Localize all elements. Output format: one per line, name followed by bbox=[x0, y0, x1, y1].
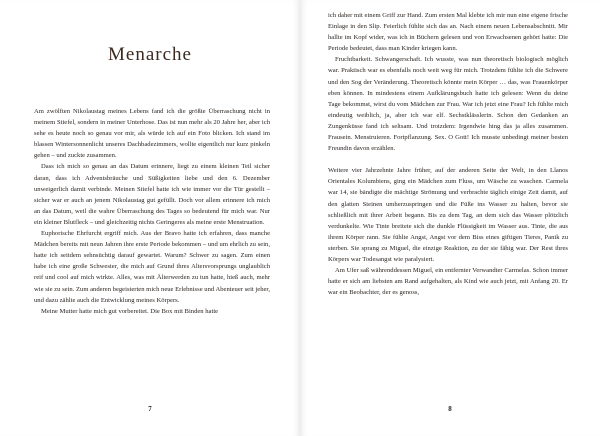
paragraph: ich daher mit einem Griff zur Hand. Zum ersten Mal klebte ich mir nun eine eigene frische Einlage in den Slip. Feierlich fühlte sich das an. Nach einem neuen Lebensabschnitt. Mir hallte im Kopf wider, was ich in Büchern gelesen und von Erwachsenen gehört hatte: Die Periode bedeutet, dass man Kinder kriegen kann. bbox=[328, 12, 568, 53]
paragraph: Dass ich mich so genau an das Datum erinnere, liegt zu einem kleinen Teil sicher daran, dass ich Adventsbräuche und Süßigkeiten liebe und den 6. Dezember unweigerlich damit verbinde. Meinen Stiefel hatte ich wie immer vor die Tür gestellt – sicher war er auch an jenem Nikolaustag gut gefüllt. Doch vor allem erinnere ich mich an das Datum, weil die wahre Überraschung des Tages so bedeutend für mich war. Nur ein kleiner Blutfleck – und gleichzeitig nichts Geringeres als meine erste Menstruation. bbox=[34, 163, 270, 226]
chapter-title: Menarche bbox=[108, 44, 192, 65]
paragraph: Euphorische Ehrfurcht ergriff mich. Aus der Bravo hatte ich erfahren, dass manche Mädchen bereits mit neun Jahren ihre erste Periode bekommen – und um ehrlich zu sein, hatte ich seitdem sehnsüchtig darauf gewartet. Warum? Schwer zu sagen. Zum einen habe ich eine große Schwester, die mich auf Grund ihres Altersvorsprungs unglaublich reif und cool auf mich wirkte. Alles, was mit Älterwerden zu tun hatte, hieß auch, mehr wie sie zu sein. Zum anderen begeisterten mich neue Erlebnisse und Abenteuer seit jeher, und dazu zählte auch die Entwicklung meines Körpers. bbox=[34, 230, 270, 304]
paragraph: Am zwölften Nikolaustag meines Lebens fand ich die größte Überraschung nicht in meinem Stiefel, sondern in meiner Unterhose. Das ist nun mehr als 20 Jahre her, aber ich sehe es heute noch so genau vor mir, als würde ich auf ein Foto blicken. Ich stand im blassen Wintersonnenlicht unseres Dachbadezimmers, wollte eigentlich nur kurz pinkeln gehen – und zuckte zusammen. bbox=[34, 108, 270, 160]
left-page-text bbox=[34, 106, 270, 317]
right-page-text bbox=[328, 10, 568, 298]
paragraph: Am Ufer saß währenddessen Miguel, ein entfernter Verwandter Carmelas. Schon immer hatte er sich am liebsten am Rand aufgehalten, als Kind wie auch jetzt, mit Anfang 20. Er war ein Beobachter, der es genoss, bbox=[328, 267, 568, 297]
page-number: 8 bbox=[448, 405, 452, 413]
right-page bbox=[300, 0, 600, 436]
paragraph: Fruchtbarkeit. Schwangerschaft. Ich wusste, was nun theoretisch biologisch möglich war. Praktisch war es ebenfalls noch weit weg für mich. Trotzdem fühlte ich die Schwere und den Sog der Veränderung. Theoretisch könnte mein Körper … das, was Frauenkörper eben können. In mindestens einem Aufklärungsbuch hatte ich gelesen: Wenn du deine Tage bekommst, wirst du vom Mädchen zur Frau. War ich jetzt eine Frau? Ich fühlte mich eindeutig weiblich, ja, aber ich war elf. Sechstklässlerin. Schon den Gedanken an Zungenküsse fand ich seltsam. Und trotzdem: Irgendwie hing das ja alles zusammen. Frausein. Menstruieren. Fortpflanzung. Sex. O Gott! Ich musste unbedingt meiner besten Freundin davon erzählen. bbox=[328, 56, 568, 153]
paragraph: Weitere vier Jahrzehnte Jahre früher, auf der anderen Seite der Welt, in den Llanos Orientales Kolumbiens, ging ein Mädchen zum Fluss, um Wäsche zu waschen. Carmela war 14, sie bändigte die mächtige Strömung und verbrachte täglich einige Zeit damit, auf den glatten Steinen umherzuspringen und die Füße ins Wasser zu halten, bevor sie schließlich mit ihrer Arbeit begann. Bis zu dem Tag, an dem sich das Wasser plötzlich verdunkelte. Wie Tinte breitete sich die dunkle Flüssigkeit im Wasser aus. Tinte, die aus ihrem Körper rann. Sie fühlte Angst, Angst vor dem Biss eines giftigen Tieres, Panik zu sterben. Sie sprang zu Miguel, die einzige Reaktion, zu der sie fähig war. Der Rest ihres Körpers war Todesangst wie paralysiert. bbox=[328, 167, 568, 263]
paragraph: Meine Mutter hatte mich gut vorbereitet. Die Box mit Binden hatte bbox=[41, 307, 219, 315]
page-number: 7 bbox=[148, 405, 152, 413]
